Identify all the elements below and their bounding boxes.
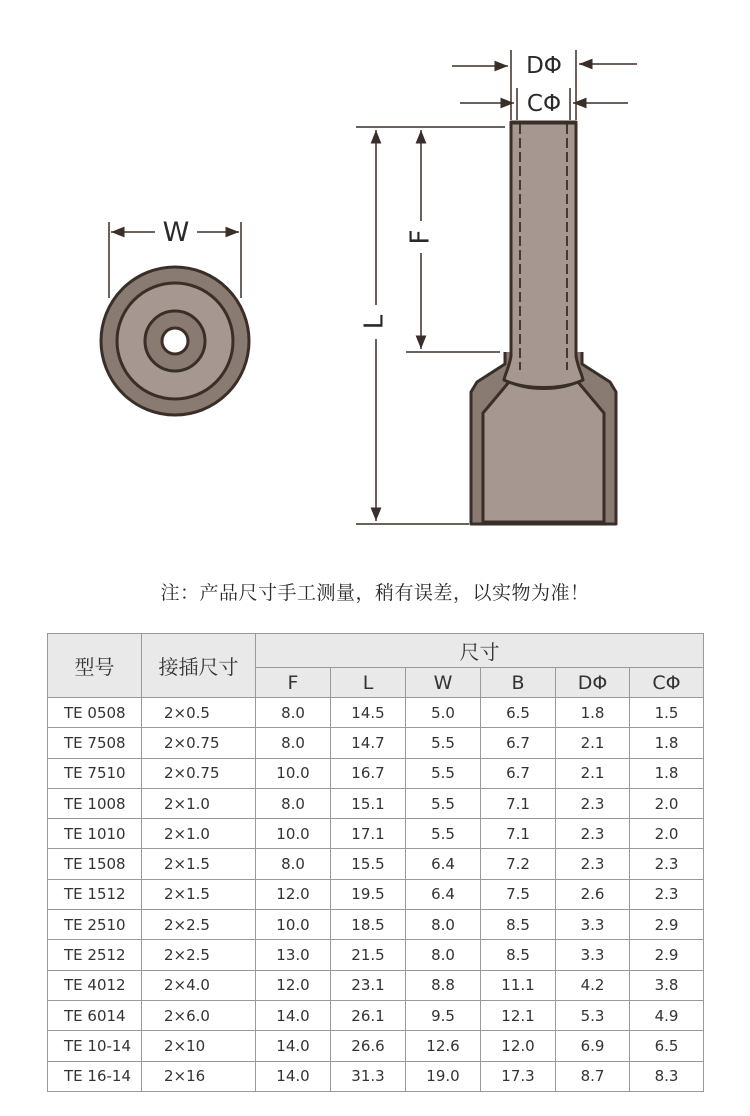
metal-tube <box>504 122 583 388</box>
cell-f: 8.0 <box>256 698 331 728</box>
cell-c: 1.5 <box>630 698 704 728</box>
cell-l: 26.1 <box>331 1000 406 1030</box>
cell-c: 6.5 <box>630 1031 704 1061</box>
table-row <box>48 698 704 728</box>
cell-d: 3.3 <box>556 910 630 940</box>
cell-plug-size: 2×1.5 <box>142 849 256 879</box>
cell-plug-size: 2×1.5 <box>142 879 256 909</box>
cell-w: 5.0 <box>406 698 481 728</box>
spec-table <box>47 633 704 1092</box>
measurement-note: 注：产品尺寸手工测量，稍有误差，以实物为准！ <box>160 582 590 604</box>
table-row <box>48 788 704 818</box>
cell-d: 2.6 <box>556 879 630 909</box>
cell-model: TE 6014 <box>48 1000 142 1030</box>
cell-d: 1.8 <box>556 698 630 728</box>
cell-plug-size: 2×0.75 <box>142 758 256 788</box>
cell-d: 3.3 <box>556 940 630 970</box>
cell-plug-size: 2×16 <box>142 1061 256 1091</box>
cell-w: 12.6 <box>406 1031 481 1061</box>
center-hole <box>162 328 188 354</box>
cell-f: 10.0 <box>256 758 331 788</box>
header-w: W <box>406 668 481 698</box>
cell-w: 6.4 <box>406 879 481 909</box>
cell-f: 12.0 <box>256 970 331 1000</box>
cell-w: 8.0 <box>406 940 481 970</box>
header-plug-size: 接插尺寸 <box>142 634 256 698</box>
cell-l: 18.5 <box>331 910 406 940</box>
cell-f: 14.0 <box>256 1000 331 1030</box>
cell-d: 5.3 <box>556 1000 630 1030</box>
cell-model: TE 7510 <box>48 758 142 788</box>
cell-b: 7.1 <box>481 819 556 849</box>
cell-l: 21.5 <box>331 940 406 970</box>
cell-b: 12.0 <box>481 1031 556 1061</box>
header-b: B <box>481 668 556 698</box>
cell-w: 5.5 <box>406 758 481 788</box>
cell-w: 8.0 <box>406 910 481 940</box>
c-label: CΦ <box>526 91 562 117</box>
cell-plug-size: 2×0.5 <box>142 698 256 728</box>
cell-plug-size: 2×4.0 <box>142 970 256 1000</box>
cell-w: 9.5 <box>406 1000 481 1030</box>
table-row <box>48 1000 704 1030</box>
cell-c: 2.9 <box>630 940 704 970</box>
cell-l: 15.5 <box>331 849 406 879</box>
header-d: DΦ <box>556 668 630 698</box>
cell-c: 8.3 <box>630 1061 704 1091</box>
cell-l: 14.5 <box>331 698 406 728</box>
cell-d: 2.1 <box>556 728 630 758</box>
cell-l: 14.7 <box>331 728 406 758</box>
cell-w: 5.5 <box>406 728 481 758</box>
end-view <box>101 217 249 415</box>
cell-w: 19.0 <box>406 1061 481 1091</box>
cell-l: 31.3 <box>331 1061 406 1091</box>
cell-model: TE 1010 <box>48 819 142 849</box>
cell-model: TE 16-14 <box>48 1061 142 1091</box>
cell-f: 10.0 <box>256 910 331 940</box>
cell-c: 1.8 <box>630 758 704 788</box>
cell-f: 10.0 <box>256 819 331 849</box>
cell-c: 2.3 <box>630 849 704 879</box>
cell-l: 15.1 <box>331 788 406 818</box>
table-row <box>48 728 704 758</box>
cell-b: 6.7 <box>481 758 556 788</box>
d-label: DΦ <box>526 53 562 79</box>
cell-d: 2.3 <box>556 788 630 818</box>
cell-d: 2.3 <box>556 849 630 879</box>
cell-model: TE 1008 <box>48 788 142 818</box>
cell-f: 14.0 <box>256 1061 331 1091</box>
cell-f: 8.0 <box>256 849 331 879</box>
cell-c: 2.0 <box>630 819 704 849</box>
cell-plug-size: 2×6.0 <box>142 1000 256 1030</box>
table-row <box>48 758 704 788</box>
cell-model: TE 10-14 <box>48 1031 142 1061</box>
cell-d: 8.7 <box>556 1061 630 1091</box>
cell-w: 6.4 <box>406 849 481 879</box>
header-model: 型号 <box>48 634 142 698</box>
cell-l: 23.1 <box>331 970 406 1000</box>
cell-l: 17.1 <box>331 819 406 849</box>
cell-w: 8.8 <box>406 970 481 1000</box>
cell-f: 12.0 <box>256 879 331 909</box>
cell-c: 4.9 <box>630 1000 704 1030</box>
table-row <box>48 910 704 940</box>
table-row <box>48 849 704 879</box>
cell-f: 8.0 <box>256 728 331 758</box>
cell-b: 6.5 <box>481 698 556 728</box>
cell-model: TE 2510 <box>48 910 142 940</box>
cell-l: 19.5 <box>331 879 406 909</box>
table-row <box>48 940 704 970</box>
cell-w: 5.5 <box>406 819 481 849</box>
cell-model: TE 4012 <box>48 970 142 1000</box>
cell-plug-size: 2×0.75 <box>142 728 256 758</box>
cell-c: 3.8 <box>630 970 704 1000</box>
cell-plug-size: 2×1.0 <box>142 819 256 849</box>
cell-d: 2.3 <box>556 819 630 849</box>
cell-plug-size: 2×2.5 <box>142 910 256 940</box>
cell-plug-size: 2×10 <box>142 1031 256 1061</box>
cell-b: 6.7 <box>481 728 556 758</box>
cell-b: 7.5 <box>481 879 556 909</box>
cell-c: 2.3 <box>630 879 704 909</box>
cell-model: TE 1508 <box>48 849 142 879</box>
cell-c: 1.8 <box>630 728 704 758</box>
cell-model: TE 1512 <box>48 879 142 909</box>
cell-c: 2.0 <box>630 788 704 818</box>
table-row <box>48 1031 704 1061</box>
table-row <box>48 1061 704 1091</box>
cell-b: 7.1 <box>481 788 556 818</box>
cell-plug-size: 2×2.5 <box>142 940 256 970</box>
header-size-group: 尺寸 <box>256 634 704 668</box>
cell-model: TE 0508 <box>48 698 142 728</box>
cell-b: 12.1 <box>481 1000 556 1030</box>
cell-b: 8.5 <box>481 940 556 970</box>
cell-w: 5.5 <box>406 788 481 818</box>
table-row <box>48 970 704 1000</box>
side-view <box>471 122 616 524</box>
cell-model: TE 7508 <box>48 728 142 758</box>
collar-inner <box>483 382 604 522</box>
diameter-dimensions <box>452 50 637 120</box>
cell-d: 4.2 <box>556 970 630 1000</box>
cell-b: 17.3 <box>481 1061 556 1091</box>
cell-f: 8.0 <box>256 788 331 818</box>
w-label: W <box>162 217 190 248</box>
table-row <box>48 879 704 909</box>
f-label: F <box>405 229 436 245</box>
table-row <box>48 819 704 849</box>
cell-l: 26.6 <box>331 1031 406 1061</box>
cell-f: 14.0 <box>256 1031 331 1061</box>
cell-l: 16.7 <box>331 758 406 788</box>
l-label: L <box>359 314 390 330</box>
cell-c: 2.9 <box>630 910 704 940</box>
cell-model: TE 2512 <box>48 940 142 970</box>
cell-b: 8.5 <box>481 910 556 940</box>
header-l: L <box>331 668 406 698</box>
cell-d: 6.9 <box>556 1031 630 1061</box>
header-f: F <box>256 668 331 698</box>
cell-b: 7.2 <box>481 849 556 879</box>
cell-f: 13.0 <box>256 940 331 970</box>
cell-plug-size: 2×1.0 <box>142 788 256 818</box>
cell-d: 2.1 <box>556 758 630 788</box>
header-c: CΦ <box>630 668 704 698</box>
cell-b: 11.1 <box>481 970 556 1000</box>
